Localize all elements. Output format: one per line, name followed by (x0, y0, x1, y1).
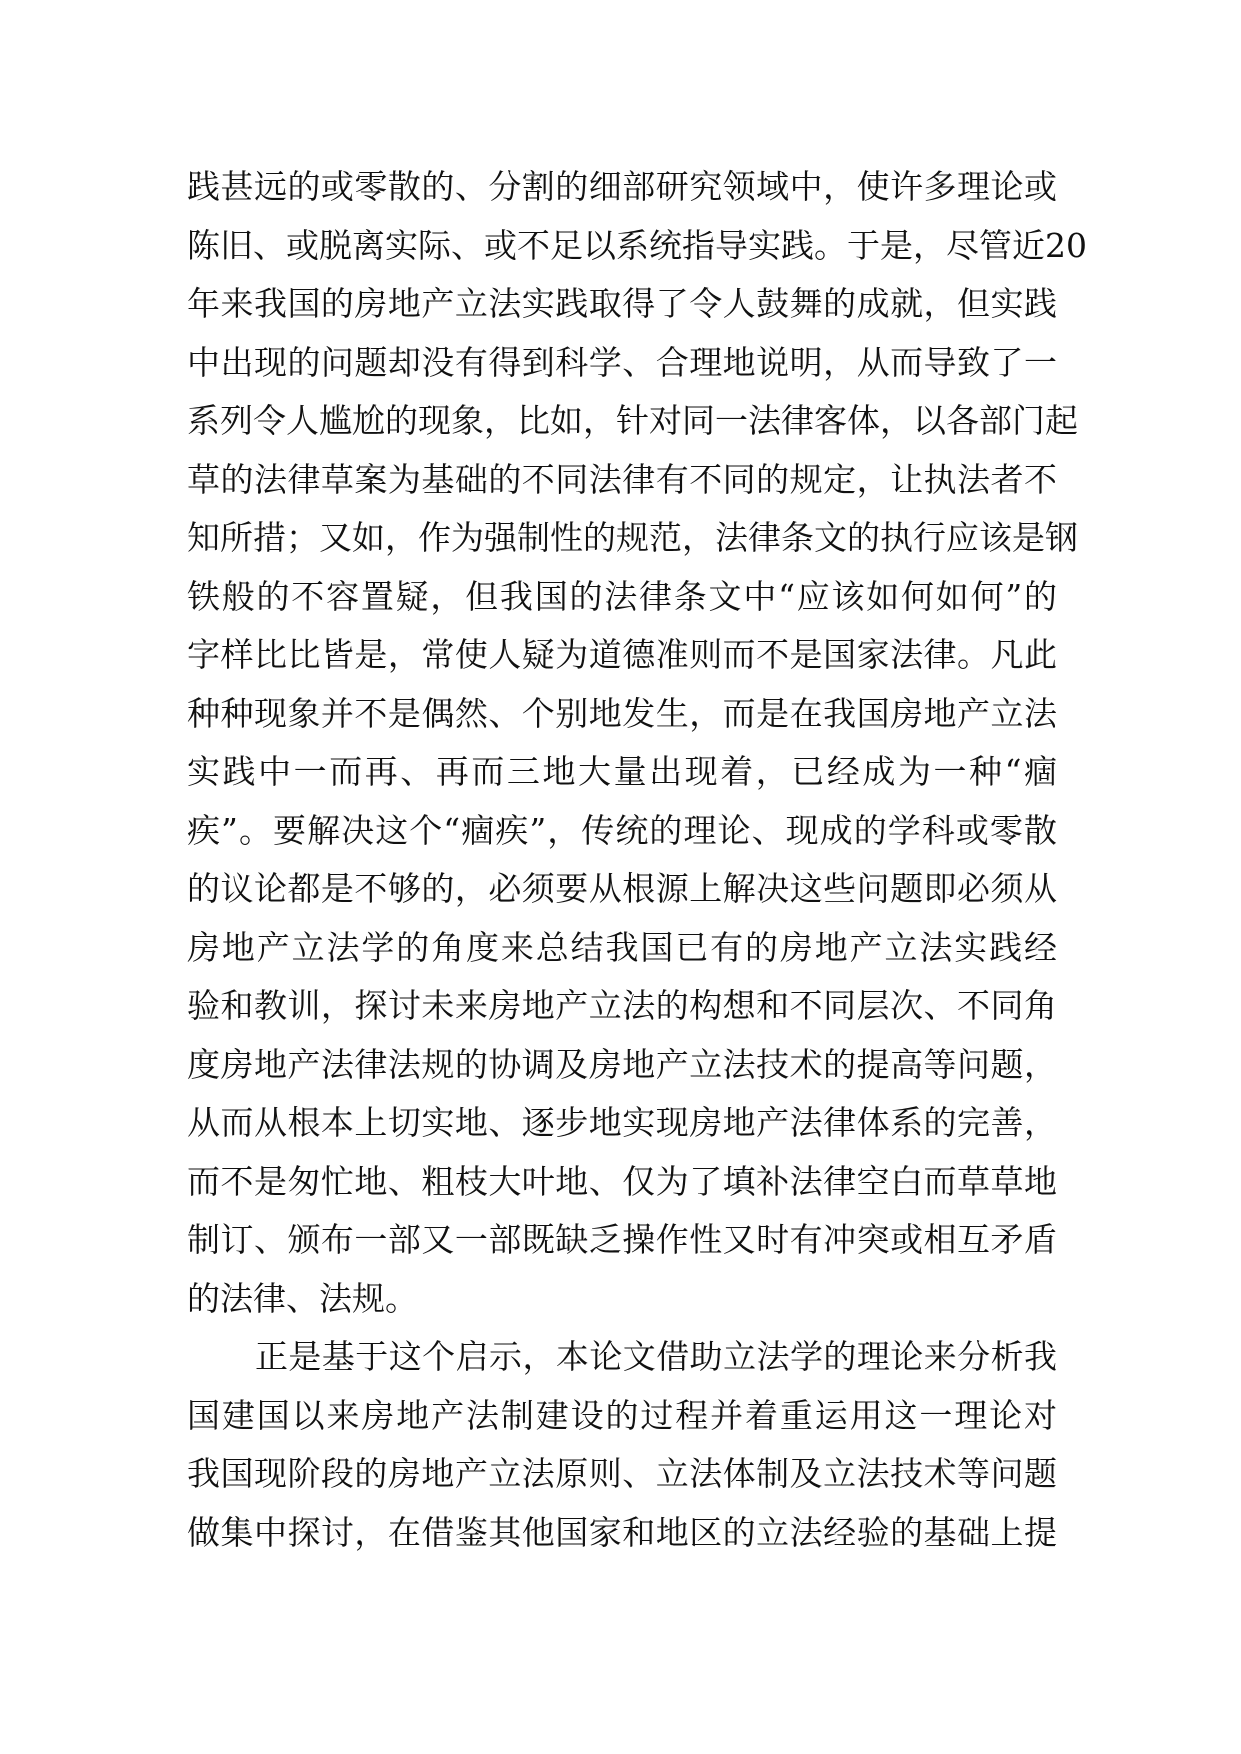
text-line: 我国现阶段的房地产立法原则、立法体制及立法技术等问题 (187, 1454, 1057, 1493)
text-line: 国建国以来房地产法制建设的过程并着重运用这一理论对 (187, 1395, 1057, 1435)
text-line: 疾”。要解决这个“痼疾”，传统的理论、现成的学科或零散 (187, 810, 1057, 850)
text-line: 制订、颁布一部又一部既缺乏操作性又时有冲突或相互矛盾 (187, 1220, 1057, 1259)
paragraph-start-line: 正是基于这个启示，本论文借助立法学的理论来分析我 (255, 1337, 1057, 1376)
text-line: 种种现象并不是偶然、个别地发生，而是在我国房地产立法 (187, 693, 1057, 733)
text-line: 验和教训，探讨未来房地产立法的构想和不同层次、不同角 (187, 986, 1057, 1025)
text-line: 从而从根本上切实地、逐步地实现房地产法律体系的完善， (187, 1103, 1057, 1142)
text-line: 践甚远的或零散的、分割的细部研究领域中，使许多理论或 (187, 167, 1057, 206)
text-line: 中出现的问题却没有得到科学、合理地说明，从而导致了一 (187, 342, 1057, 382)
text-line: 草的法律草案为基础的不同法律有不同的规定，让执法者不 (187, 459, 1057, 499)
text-line: 系列令人尴尬的现象，比如，针对同一法律客体，以各部门起 (187, 401, 1078, 440)
text-line: 度房地产法律法规的协调及房地产立法技术的提高等问题， (187, 1044, 1057, 1084)
text-line: 的议论都是不够的，必须要从根源上解决这些问题即必须从 (187, 869, 1057, 908)
text-line: 房地产立法学的角度来总结我国已有的房地产立法实践经 (187, 927, 1057, 967)
text-line: 而不是匆忙地、粗枝大叶地、仅为了填补法律空白而草草地 (187, 1161, 1057, 1201)
body-text (187, 158, 1087, 1562)
text-line: 做集中探讨，在借鉴其他国家和地区的立法经验的基础上提 (187, 1512, 1057, 1552)
text-line: 陈旧、或脱离实际、或不足以系统指导实践。于是，尽管近20 (187, 225, 1087, 265)
text-line: 实践中一而再、再而三地大量出现着，已经成为一种“痼 (187, 752, 1057, 791)
text-line: 铁般的不容置疑，但我国的法律条文中“应该如何如何”的 (187, 576, 1057, 616)
text-line: 知所措；又如，作为强制性的规范，法律条文的执行应该是钢 (187, 518, 1078, 557)
text-line: 字样比比皆是，常使人疑为道德准则而不是国家法律。凡此 (187, 635, 1057, 674)
paragraph-end-line: 的法律、法规。 (187, 1278, 418, 1318)
text-line: 年来我国的房地产立法实践取得了令人鼓舞的成就，但实践 (187, 284, 1057, 323)
